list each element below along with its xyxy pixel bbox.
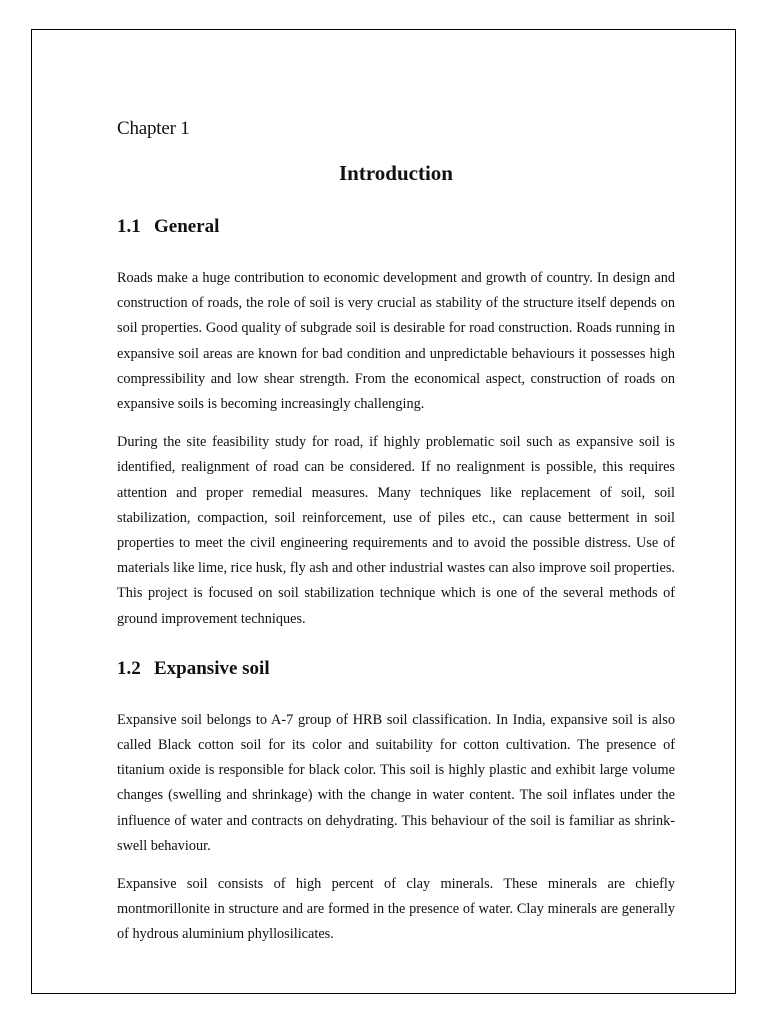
section-number: 1.1: [117, 216, 141, 237]
section-title: Expansive soil: [154, 657, 270, 679]
section-number: 1.2: [117, 657, 141, 679]
section-heading-expansive-soil: [117, 652, 675, 686]
chapter-label: Chapter 1: [117, 118, 190, 139]
paragraph: Roads make a huge contribution to economic development and growth of country. In design and construction of roads, the role of soil is very crucial as stability of the structure itself depends on soil properties. Good quality of subgrade soil is desirable for road construction. Roads running in expansive soil areas are known for bad condition and unpredictable behaviours it possesses high compressibility and low shear strength. From the economical aspect, construction of roads on expansive soils is becoming increasingly challenging.: [117, 270, 675, 413]
document-body: [117, 112, 675, 948]
section-heading-general: [117, 210, 675, 244]
section-title: General: [154, 216, 220, 237]
paragraph: Expansive soil consists of high percent of clay minerals. These minerals are chiefly montmorillonite in structure and are formed in the presence of water. Clay minerals are generally of hydrous aluminium phyllosilicates.: [117, 876, 675, 943]
paragraph: During the site feasibility study for road, if highly problematic soil such as expansive soil is identified, realignment of road can be considered. If no realignment is possible, this requires attention and proper remedial measures. Many techniques like replacement of soil, soil stabilization, compaction, soil reinforcement, use of piles etc., can cause betterment in soil properties to meet the civil engineering requirements and to avoid the possible distress. Use of materials like lime, rice husk, fly ash and other industrial wastes can also improve soil properties. This project is focused on soil stabilization technique which is one of the several methods of ground improvement techniques.: [117, 434, 675, 627]
chapter-title: Introduction: [339, 161, 453, 185]
paragraph: Expansive soil belongs to A-7 group of HRB soil classification. In India, expansive soil is also called Black cotton soil for its color and suitability for cotton cultivation. The presence of titanium oxide is responsible for black color. This soil is highly plastic and exhibit large volume changes (swelling and shrinkage) with the change in water content. The soil inflates under the influence of water and contracts on dehydrating. This behaviour of the soil is familiar as shrink-swell behaviour.: [117, 711, 675, 854]
